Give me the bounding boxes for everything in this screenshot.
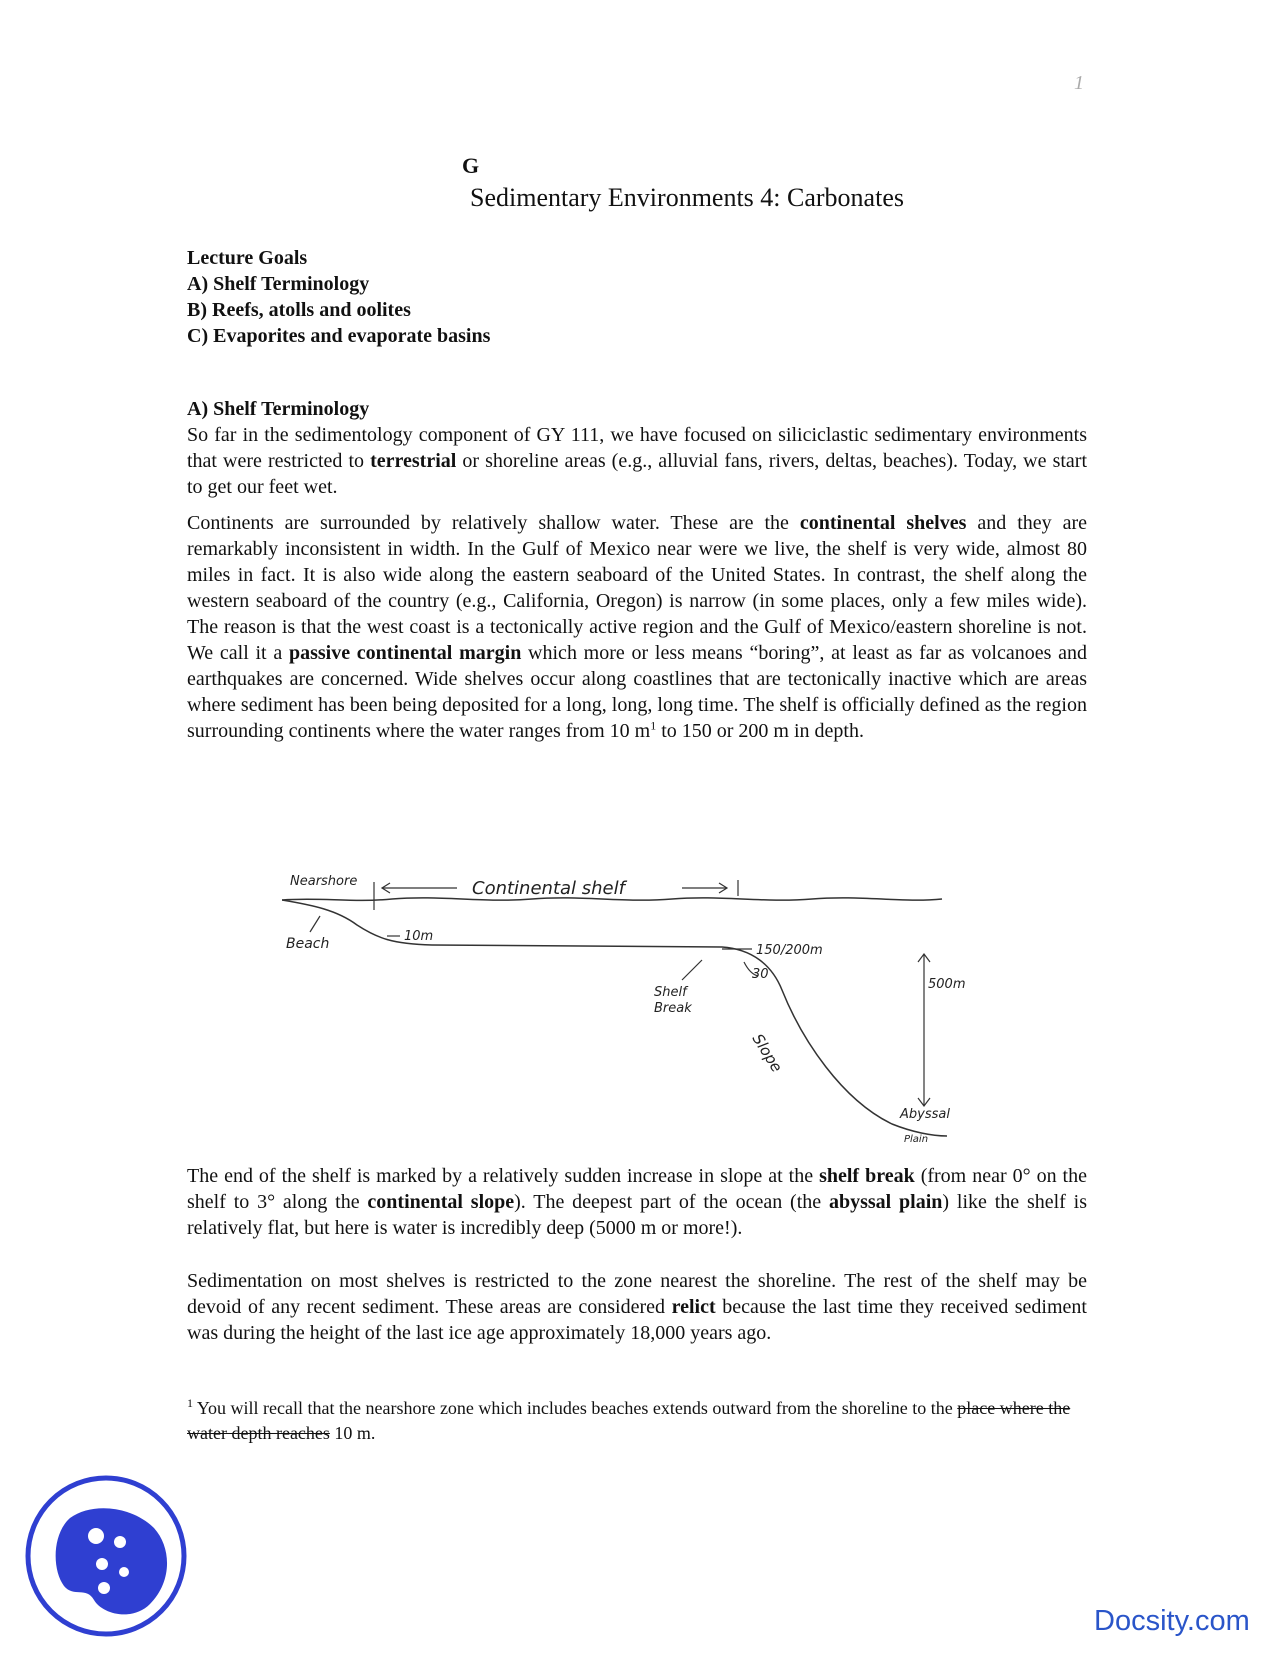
text-run: or shoreline areas (e.g., alluvial fans, rivers, deltas, beaches). Today, we start to get our feet wet. — [187, 450, 1087, 498]
label-shelf: Shelf — [654, 985, 687, 1000]
shelf-break-pointer — [682, 960, 702, 980]
bold-term: terrestrial — [370, 450, 457, 472]
footnote-marker: 1 — [187, 1396, 193, 1410]
bold-term: abyssal plain — [828, 1191, 943, 1213]
shelf-profile-diagram — [282, 870, 1022, 1158]
text-run: Sedimentation on most shelves is restricted to the zone nearest the shoreline. The rest of the shelf may be devoid of any recent sediment. These areas are considered — [187, 1270, 1087, 1318]
section-heading: A) Shelf Terminology — [187, 398, 370, 420]
paragraph-intro — [187, 422, 1087, 500]
seafloor-profile — [282, 900, 947, 1136]
page-number: 1 — [1074, 72, 1084, 94]
text-run: (from near 0° on the shelf to 3° along the — [187, 1165, 1087, 1213]
text-run: The end of the shelf is marked by a relatively sudden increase in slope at the — [187, 1165, 820, 1187]
bold-term: continental shelves — [799, 512, 967, 534]
bold-term: continental slope — [367, 1191, 515, 1213]
beach-pointer — [310, 916, 320, 932]
page-title: Sedimentary Environments 4: Carbonates — [470, 183, 904, 212]
label-nearshore: Nearshore — [290, 874, 358, 889]
text-run: You will recall that the nearshore zone which includes beaches extends outward from the shoreline to the — [193, 1398, 958, 1418]
text-run: So far in the sedimentology component of GY 111, we have focused on siliciclastic sedimentary environments that were restricted to — [187, 424, 1087, 472]
paragraph-sedimentation — [187, 1268, 1087, 1346]
text-run: to 150 or 200 m in depth. — [656, 720, 864, 742]
goal-item: C) Evaporites and evaporate basins — [187, 325, 491, 347]
docsity-watermark-link[interactable]: Docsity.com — [1094, 1605, 1250, 1637]
goals-heading: Lecture Goals — [187, 247, 308, 269]
label-10m: 10m — [404, 929, 434, 944]
bold-term: shelf break — [819, 1165, 915, 1187]
footnote-ref: 1 — [650, 718, 657, 733]
text-run: because the last time they received sediment was during the height of the last ice age approximately 18,000 years ago. — [187, 1296, 1087, 1344]
paragraph-shelf-break — [187, 1163, 1087, 1241]
struck-text: place where the water depth reaches — [187, 1398, 1071, 1443]
text-run: which more or less means “boring”, at least as far as volcanoes and earthquakes are concerned. Wide shelves occur along coastlines that are tectonically inactive which are areas where sediment has been being deposited for a long, long, long time. The shelf is officially defined as the region surrounding continents where the water ranges from 10 m — [187, 642, 1087, 742]
section-a — [187, 396, 1087, 500]
text-run: ) like the shelf is relatively flat, but here is water is incredibly deep (5000 m or more!). — [187, 1191, 1087, 1239]
text-run: 10 m. — [329, 1423, 376, 1443]
text-run: Continents are surrounded by relatively shallow water. These are the — [187, 512, 800, 534]
goal-item: B) Reefs, atolls and oolites — [187, 299, 411, 321]
text-run: and they are remarkably inconsistent in width. In the Gulf of Mexico near were we live, the shelf is very wide, almost 80 miles in fact. It is also wide along the eastern seaboard of the United States. In contrast, the shelf along the western seaboard of the country (e.g., California, Oregon) is narrow (in some places, only a few miles wide). The reason is that the west coast is a tectonically active region and the Gulf of Mexico/eastern shoreline is not. We call it a — [187, 512, 1087, 664]
label-500m: 500m — [928, 977, 966, 992]
chapter-letter: G — [462, 153, 480, 178]
label-continental-shelf: Continental shelf — [472, 878, 625, 899]
label-plain: Plain — [904, 1134, 929, 1145]
label-angle: 30 — [752, 967, 769, 982]
paragraph-shelves — [187, 510, 1087, 744]
label-beach: Beach — [286, 936, 330, 952]
bold-term: relict — [671, 1296, 716, 1318]
footnote — [187, 1396, 1087, 1446]
bold-term: passive continental margin — [288, 642, 522, 664]
label-150-200m: 150/200m — [756, 943, 823, 958]
text-run: ). The deepest part of the ocean (the — [514, 1191, 829, 1213]
label-break: Break — [654, 1001, 692, 1016]
label-slope: Slope — [748, 1030, 786, 1076]
lecture-goals — [187, 245, 490, 349]
label-abyssal: Abyssal — [900, 1107, 950, 1122]
docsity-logo-icon[interactable] — [22, 1472, 190, 1640]
goal-item: A) Shelf Terminology — [187, 273, 370, 295]
